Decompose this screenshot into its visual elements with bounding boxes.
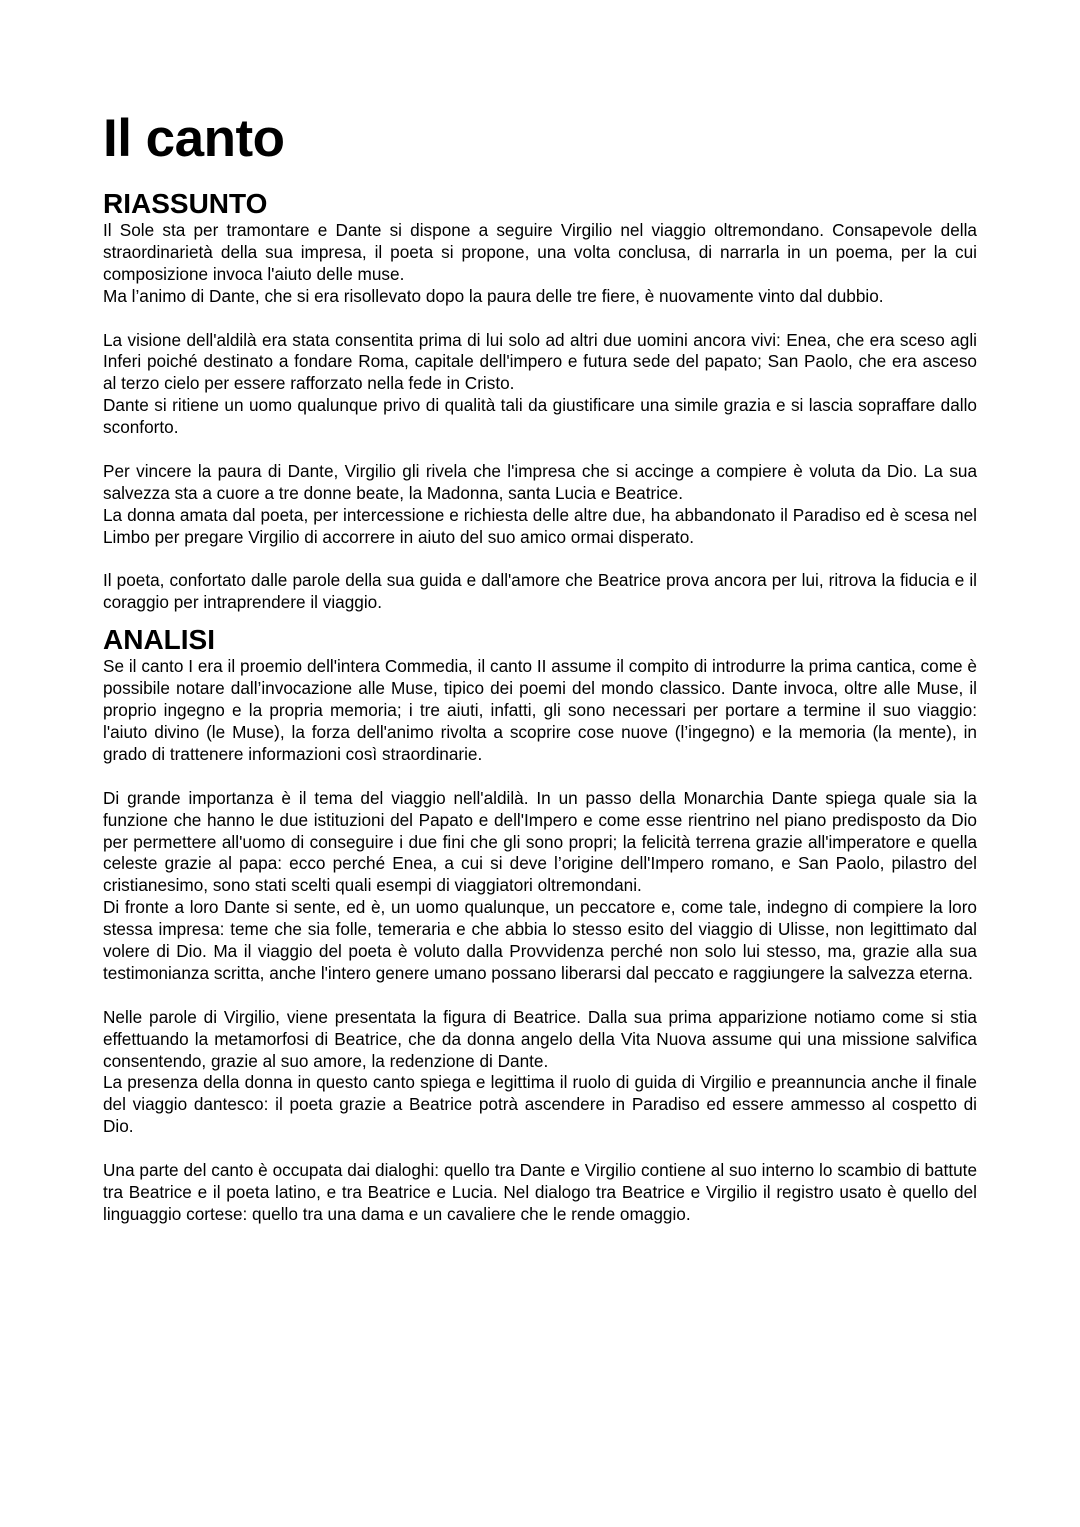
section-heading-analisi: ANALISI xyxy=(103,624,215,656)
paragraph: Di fronte a loro Dante si sente, ed è, un uomo qualunque, un peccatore e, come tale, indegno di compiere la loro stessa impresa: teme che sia folle, temeraria e che abbia lo stesso esito del viaggio di Ulisse, non legittimato dal volere di Dio. Ma il viaggio del poeta è voluto dalla Provvidenza perché non solo lui stesso, ma, grazie alla sua testimonianza scritta, anche l'intero genere umano possano liberarsi dal peccato e raggiungere la salvezza eterna. xyxy=(103,897,977,983)
paragraph: Se il canto I era il proemio dell'intera Commedia, il canto II assume il compito di introdurre la prima cantica, come è possibile notare dall’invocazione alle Muse, tipico dei poemi del mondo classico. Dante invoca, oltre alle Muse, il proprio ingegno e la propria memoria; i tre aiuti, infatti, gli sono necessari per portare a termine il suo viaggio: l'aiuto divino (le Muse), la forza dell'animo rivolta a scoprire cose nuove (l’ingegno) e la memoria (la mente), in grado di trattenere informazioni così straordinarie. xyxy=(103,656,977,764)
section-heading-riassunto: RIASSUNTO xyxy=(103,188,268,219)
paragraph: Ma l’animo di Dante, che si era risollevato dopo la paura delle tre fiere, è nuovamente vinto dal dubbio. xyxy=(103,285,884,306)
paragraph: La visione dell'aldilà era stata consentita prima di lui solo ad altri due uomini ancora vivi: Enea, che era sceso agli Inferi poiché destinato a fondare Roma, capitale dell'impero e futura sede del papato; San Paolo, che era asceso al terzo cielo per essere rafforzato nella fede in Cristo. xyxy=(103,329,977,394)
section-analisi xyxy=(103,624,977,1226)
document-title: Il canto xyxy=(103,109,285,168)
paragraph: Dante si ritiene un uomo qualunque privo di qualità tali da giustificare una simile grazia e si lascia sopraffare dallo sconforto. xyxy=(103,395,977,438)
paragraph: Nelle parole di Virgilio, viene presentata la figura di Beatrice. Dalla sua prima apparizione notiamo come si stia effettuando la metamorfosi di Beatrice, che da donna angelo della Vita Nuova assume qui una missione salvifica consentendo, grazie al suo amore, la redenzione di Dante. xyxy=(103,1006,977,1071)
paragraph: La presenza della donna in questo canto spiega e legittima il ruolo di guida di Virgilio e preannuncia anche il finale del viaggio dantesco: il poeta grazie a Beatrice potrà ascendere in Paradiso ed essere ammesso al cospetto di Dio. xyxy=(103,1072,977,1137)
paragraph: La donna amata dal poeta, per intercessione e richiesta delle altre due, ha abbandonato il Paradiso ed è scesa nel Limbo per pregare Virgilio di accorrere in aiuto del suo amico ormai disperato. xyxy=(103,504,977,547)
paragraph: Il poeta, confortato dalle parole della sua guida e dall'amore che Beatrice prova ancora per lui, ritrova la fiducia e il coraggio per intraprendere il viaggio. xyxy=(103,570,977,613)
section-riassunto xyxy=(103,188,977,614)
paragraph: Il Sole sta per tramontare e Dante si dispone a seguire Virgilio nel viaggio oltremondano. Consapevole della straordinarietà della sua impresa, il poeta si propone, una volta conclusa, di narrarla in un poema, per la cui composizione invoca l'aiuto delle muse. xyxy=(103,220,977,284)
document-page xyxy=(103,108,977,1226)
paragraph: Di grande importanza è il tema del viaggio nell'aldilà. In un passo della Monarchia Dante spiega quale sia la funzione che hanno le due istituzioni del Papato e dell'Impero e come esse rientrino nel piano predisposto da Dio per permettere all'uomo di conseguire i due fini che gli sono propri; la felicità terrena grazie all'imperatore e quella celeste grazie al papa: ecco perché Enea, a cui si deve l’origine dell'Impero romano, e San Paolo, pilastro del cristianesimo, sono stati scelti quali esempi di viaggiatori oltremondani. xyxy=(103,787,977,896)
paragraph: Per vincere la paura di Dante, Virgilio gli rivela che l'impresa che si accinge a compiere è voluta da Dio. La sua salvezza sta a cuore a tre donne beate, la Madonna, santa Lucia e Beatrice. xyxy=(103,460,977,503)
paragraph: Una parte del canto è occupata dai dialoghi: quello tra Dante e Virgilio contiene al suo interno lo scambio di battute tra Beatrice e il poeta latino, e tra Beatrice e Lucia. Nel dialogo tra Beatrice e Virgilio il registro usato è quello del linguaggio cortese: quello tra una dama e un cavaliere che le rende omaggio. xyxy=(103,1160,977,1224)
